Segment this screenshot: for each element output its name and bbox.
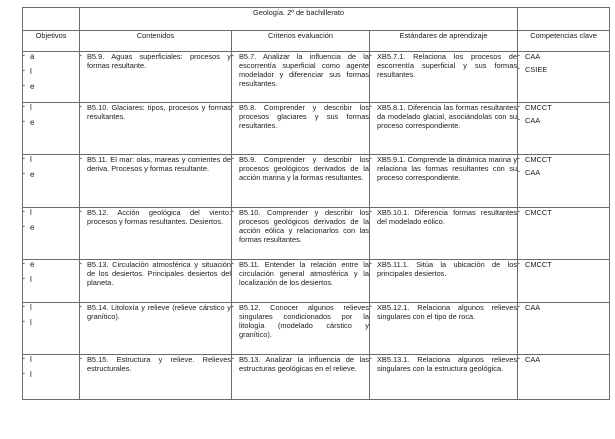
competencias-cell <box>518 260 610 303</box>
table-row <box>23 260 610 303</box>
estandar-cell <box>370 260 518 303</box>
estandar-cell <box>370 155 518 208</box>
estandar-text: ▪ XB5.10.1. Diferencia formas resultantes del modelado eólico. <box>370 208 517 226</box>
header-competencias: Competencias clave <box>518 31 610 52</box>
contenido-cell <box>80 155 232 208</box>
competencias-cell <box>518 208 610 260</box>
header-criterios: Criterios evaluación <box>232 31 370 52</box>
objetivos-cell <box>23 52 80 103</box>
objetivo-item: ▪ l <box>23 275 79 284</box>
estandar-text: ▪ XB5.8.1. Diferencia las formas resultantes da modelado glacial, asociándolas con su proceso correspondiente. <box>370 103 517 130</box>
title-row <box>23 8 610 31</box>
header-estandares: Estándares de aprendizaje <box>370 31 518 52</box>
contenido-cell <box>80 208 232 260</box>
competencia-item: ▪ CMCCT <box>518 155 609 164</box>
objetivo-item: ▪ e <box>23 82 79 91</box>
objetivos-cell <box>23 208 80 260</box>
contenido-cell <box>80 103 232 155</box>
competencia-item: ▪ CMCCT <box>518 208 609 217</box>
competencias-cell <box>518 355 610 400</box>
header-row <box>23 31 610 52</box>
estandar-text: ▪ XB5.11.1. Sitúa la ubicación de los principales desiertos. <box>370 260 517 278</box>
contenido-text: ▪ B5.14. Litoloxía y relieve (relieve cárstico y granítico). <box>80 303 231 321</box>
header-objetivos: Objetivos <box>23 31 80 52</box>
table-row <box>23 303 610 355</box>
contenido-cell <box>80 303 232 355</box>
objetivo-item: ▪ l <box>23 208 79 217</box>
objetivo-item: ▪ l <box>23 103 79 112</box>
criterio-text: ▪ B5.11. Entender la relación entre la circulación general atmosférica y la localización de los desiertos. <box>232 260 369 287</box>
objetivo-item: ▪ l <box>23 67 79 76</box>
title-corner <box>23 8 80 31</box>
table-row <box>23 155 610 208</box>
contenido-text: ▪ B5.9. Aguas superficiales: procesos y formas resultante. <box>80 52 231 70</box>
objetivos-cell <box>23 103 80 155</box>
criterio-text: ▪ B5.9. Comprender y describir los procesos geológicos derivados de la acción marina y la formas resultantes. <box>232 155 369 182</box>
estandar-cell <box>370 103 518 155</box>
criterio-cell <box>232 52 370 103</box>
estandar-cell <box>370 208 518 260</box>
competencia-item: ▪ CMCCT <box>518 260 609 269</box>
estandar-cell <box>370 303 518 355</box>
criterio-cell <box>232 303 370 355</box>
contenido-text: ▪ B5.12. Acción geológica del viento: procesos y formas resultantes. Desiertos. <box>80 208 231 226</box>
estandar-text: ▪ XB5.12.1. Relaciona algunos relieves singulares con el tipo de roca. <box>370 303 517 321</box>
header-contenidos: Contenidos <box>80 31 232 52</box>
criterio-cell <box>232 355 370 400</box>
contenido-cell <box>80 52 232 103</box>
objetivo-item: ▪ l <box>23 355 79 364</box>
table-title: Geología. 2º de bachillerato <box>80 8 518 31</box>
objetivos-cell <box>23 260 80 303</box>
criterio-text: ▪ B5.8. Comprender y describir los procesos glaciares y sus formas resultantes. <box>232 103 369 130</box>
contenido-cell <box>80 260 232 303</box>
criterio-cell <box>232 208 370 260</box>
competencias-cell <box>518 155 610 208</box>
contenido-text: ▪ B5.13. Circulación atmosférica y situación de los desiertos. Principales desiertos del planeta. <box>80 260 231 287</box>
contenido-text: ▪ B5.15. Estructura y relieve. Relieves estructurales. <box>80 355 231 373</box>
objetivos-cell <box>23 355 80 400</box>
estandar-text: ▪ XB5.13.1. Relaciona algunos relieves singulares con la estructura geológica. <box>370 355 517 373</box>
contenido-text: ▪ B5.11. El mar: olas, mareas y corrientes de deriva. Procesos y formas resultante. <box>80 155 231 173</box>
competencia-item: ▪ CAA <box>518 303 609 312</box>
competencia-item: ▪ CAA <box>518 116 609 125</box>
criterio-cell <box>232 155 370 208</box>
criterio-text: ▪ B5.10. Comprender y describir los procesos geológicos derivados de la acción eólica y relacionarlos con las formas resultantes. <box>232 208 369 244</box>
objetivo-item: ▪ e <box>23 223 79 232</box>
objetivo-item: ▪ l <box>23 303 79 312</box>
contenido-cell <box>80 355 232 400</box>
objetivo-item: ▪ e <box>23 118 79 127</box>
title-right-cell <box>518 8 610 31</box>
objetivo-item: ▪ e <box>23 170 79 179</box>
competencias-cell <box>518 52 610 103</box>
objetivo-item: ▪ l <box>23 370 79 379</box>
objetivo-item: ▪ l <box>23 318 79 327</box>
estandar-cell <box>370 52 518 103</box>
criterio-text: ▪ B5.13. Analizar la influencia de las estructuras geológicas en el relieve. <box>232 355 369 373</box>
objetivo-item: ▪ l <box>23 155 79 164</box>
table-row <box>23 355 610 400</box>
estandar-text: ▪ XB5.7.1. Relaciona los procesos de escorrentía superficial y sus formas resultantes. <box>370 52 517 79</box>
competencia-item: ▪ CSIEE <box>518 65 609 74</box>
objetivos-cell <box>23 155 80 208</box>
criterio-cell <box>232 260 370 303</box>
competencia-item: ▪ CAA <box>518 355 609 364</box>
competencia-item: ▪ CMCCT <box>518 103 609 112</box>
table-row <box>23 52 610 103</box>
criterio-cell <box>232 103 370 155</box>
criterio-text: ▪ B5.12. Conocer algunos relieves singulares condicionados por la litología (modelado cárstico y granítico). <box>232 303 369 339</box>
competencia-item: ▪ CAA <box>518 52 609 61</box>
table-row <box>23 103 610 155</box>
estandar-cell <box>370 355 518 400</box>
contenido-text: ▪ B5.10. Glaciares: tipos, procesos y formas resultantes. <box>80 103 231 121</box>
estandar-text: ▪ XB5.9.1. Comprende la dinámica marina y relaciona las formas resultantes con su proceso correspondiente. <box>370 155 517 182</box>
curriculum-table <box>22 7 610 400</box>
objetivo-item: ▪ e <box>23 260 79 269</box>
competencia-item: ▪ CAA <box>518 168 609 177</box>
criterio-text: ▪ B5.7. Analizar la influencia de la escorrentía superficial como agente modelador y diferenciar sus formas resultantes. <box>232 52 369 88</box>
objetivo-item: ▪ a <box>23 52 79 61</box>
table-row <box>23 208 610 260</box>
objetivos-cell <box>23 303 80 355</box>
competencias-cell <box>518 303 610 355</box>
competencias-cell <box>518 103 610 155</box>
